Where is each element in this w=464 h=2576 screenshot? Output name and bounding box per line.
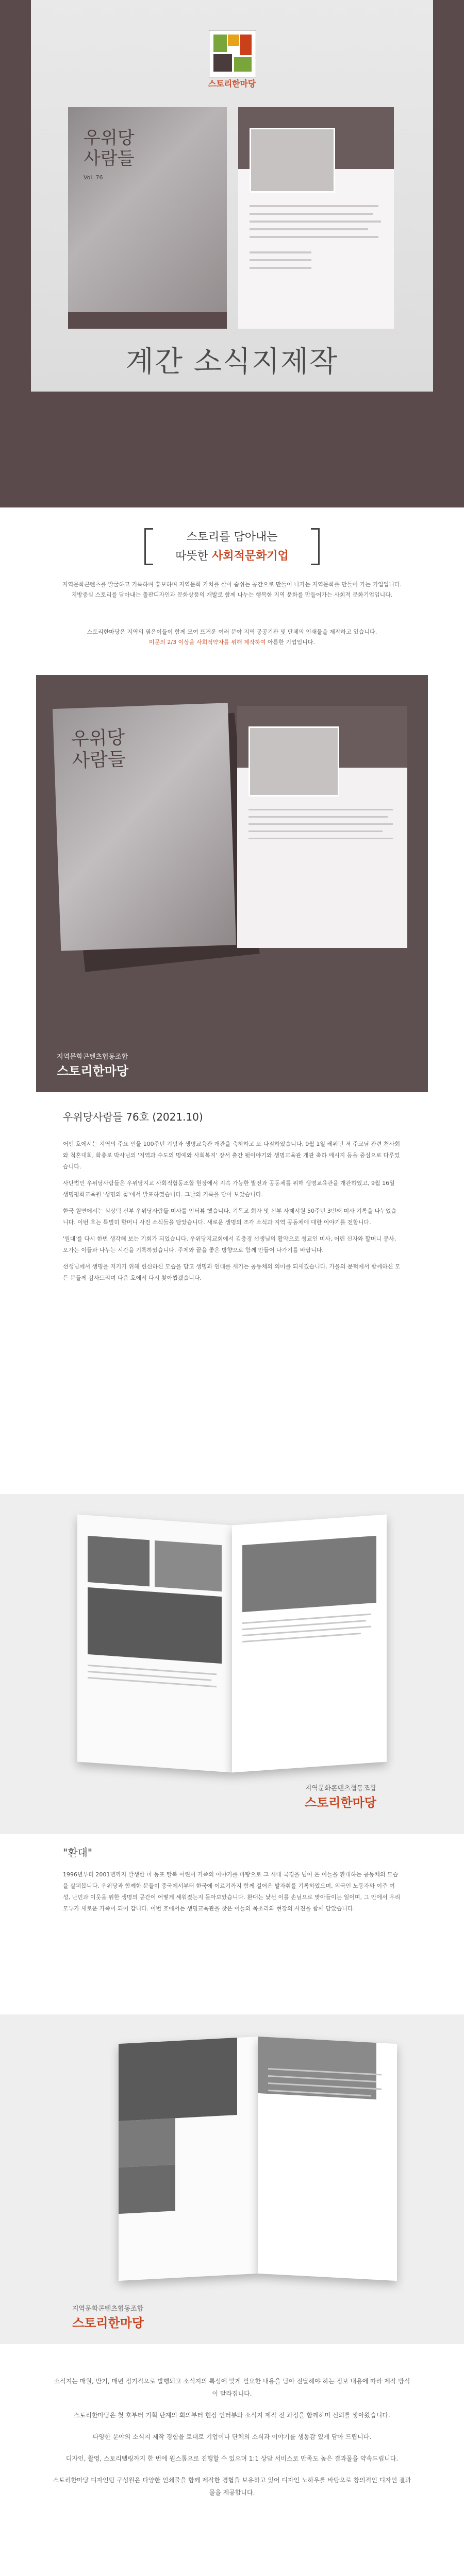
photo-logo: 지역문화콘텐츠협동조합 스토리한마당 [57,1053,129,1078]
magazine-page-photo [237,706,407,948]
brand-logo-mark [209,30,256,77]
open-book-photo [119,2040,407,2277]
magazine-cover [68,107,227,329]
intro-line-1: 스토리를 담아내는 [186,531,278,544]
magazine-cover-title: 우위당 사람들 [71,727,126,772]
story-body: 1996년부터 2001년까지 발생한 미 동포 탈북 어린이 가족의 이야기를 바탕으로 그 시대 국경을 넘어 온 이들을 환대하는 공동체의 모습을 살펴봅니다. 우위당과 함께한 분들이 중국에서부터 한국에 이르기까지 함께 걸어온 발자취를 기록하였으며, 외국인 노동자와 이주 여성, 난민과 이웃을 위한 생명의 공간이 어떻게 세워졌는지 돌아보았습니다. 환대는 낯선 이를 손님으로 맞아들이는 일이며, 그 안에서 우리 모두가 새로운 가족이 되어 갑니다. 이번 호에서는 생명교육관을 찾은 이들의 목소리와 현장의 사진을 함께 담았습니다. [63,1871,401,1912]
intro-heading [0,528,464,563]
photo-section-3 [0,2014,464,2344]
story-paragraph: 한국 원연에서는 심상덕 신부 우위당사람들 미사를 인터뷰 했습니다. 기독교 회자 및 신부 사제서원 50주년 3번째 미사 기록을 나누었습니다. 이번 호는 특별히 할머니 사진 소식들을 담았습니다. 새로운 생명의 조각 소식과 지역 공동체에 대한 이야기를 전합니다. [63,1208,397,1226]
magazine-cover-photo [53,703,236,951]
magazine-title: 우위당 사람들 [84,128,135,169]
story-section-2 [0,1834,464,2014]
photo-logo: 지역문화콘텐츠협동조합 스토리한마당 [72,2305,144,2330]
building-photo [250,128,335,193]
photo-section-2 [0,1494,464,1834]
story-body [63,1139,401,1289]
story-title: 우위당사람들 76호 (2021.10) [63,1111,203,1123]
photo-section-1 [0,675,464,1092]
magazine-inner-page [238,107,394,329]
intro-section [0,507,464,675]
closing-paragraph: 스토리한마당은 첫 호부터 기획 단계의 회의부터 현장 인터뷰와 소식지 제작 전 과정을 함께하며 신뢰를 쌓아왔습니다. [74,2412,390,2419]
closing-section [0,2344,464,2576]
hero-section [0,0,464,507]
photo-logo: 지역문화콘텐츠협동조합 스토리한마당 [304,1785,376,1810]
magazine-issue: Vol. 76 [84,174,103,181]
story-section [0,1092,464,1494]
closing-paragraph: 스토리한마당 디자인팀 구성원은 다양한 인쇄물을 함께 제작한 경험을 보유하고 있어 디자인 노하우를 바탕으로 창의적인 디자인 결과물을 제공합니다. [53,2477,411,2496]
story-paragraph: '원대'를 다시 한번 생각해 보는 기회가 되었습니다. 우위당지교회에서 김충경 선생님의 활약으로 청교인 미사, 어린 신자와 할머니 봉사, 오가는 이들과 나누는 시간을 기록하였습니다. 주제와 끝을 좋은 방향으로 함께 만들어 나가기를 바랍니다. [63,1235,396,1253]
closing-paragraph: 소식지는 매월, 반기, 매년 정기적으로 발행되고 소식지의 특성에 맞게 필요한 내용을 담아 전달해야 하는 정보 내용에 따라 제작 방식이 달라집니다. [54,2378,410,2397]
closing-paragraph: 디자인, 촬영, 스토리텔링까지 한 번에 원스톱으로 진행할 수 있으며 1:1 상담 서비스로 만족도 높은 결과물을 약속드립니다. [65,2455,399,2462]
intro-body: 지역문화콘텐츠를 발굴하고 기록하며 홍보하며 지역문화 가치를 살아 숨쉬는 공간으로 만들어 나가는 지역문화를 만들어 가는 기업입니다. 지방중심 스토리를 담아내는 출판디자인과 문화상품의 개발로 함께 나누는 행복한 지역 문화를 만들어가는 사회적 문화기업입니다. [62,581,402,598]
page-title: 계간 소식지제작 [125,345,339,379]
story-paragraph: 어떤 호에서는 지역의 주요 인물 100주년 기념과 생명교육관 개관을 축하하고 또 다짐하였습니다. 9월 1일 레위민 저 주교님 관련 천사회와 척혼대회, 화충로 박사님의 '지역과 수도의 명예와 사회복지' 장서 출간 뒷이야기와 생명교육관 개관 축하 메시지 등을 중심으로 다루었습니다. [63,1141,400,1170]
story-title: "환대" [63,1846,93,1859]
closing-body [52,2375,412,2508]
magazine-band [68,312,227,329]
story-paragraph: 선생님께서 생명을 지키기 위해 헌신하신 모습을 담고 생명과 연대를 새기는 공동체의 의미를 되새겼습니다. 가을의 문턱에서 함께하신 모든 분들께 감사드리며 다음 호에서 다시 찾아뵙겠습니다. [63,1263,401,1281]
closing-paragraph: 다양한 분야의 소식지 제작 경험을 토대로 기업이나 단체의 소식과 이야기를 생동감 있게 담아 드립니다. [92,2433,372,2441]
story-paragraph: 사단법인 우위당사람들은 우위당지교 사회적협동조합 현장에서 지속 가능한 발전과 공동체를 위해 생명교육관을 개관하였고, 9월 16일 생명평화교육원 '생명의 꽃'에서 발표하였습니다. 그날의 기록을 담아 보았습니다. [63,1180,395,1198]
intro-body-2: 스토리한마당은 지역의 옆은이들이 함께 모여 뜨거운 여러 분야 지역 공공기관 및 단체의 인쇄물을 제작하고 있습니다. 미문의 2/3 이상을 사회적약자를 위해 제작하여 아름한 기업입니다. [87,629,377,646]
open-book-photo [77,1520,387,1767]
brand-logo-text: 스토리한마당 [208,79,256,89]
intro-line-2: 따뜻한 사회적문화기업 [175,550,289,563]
